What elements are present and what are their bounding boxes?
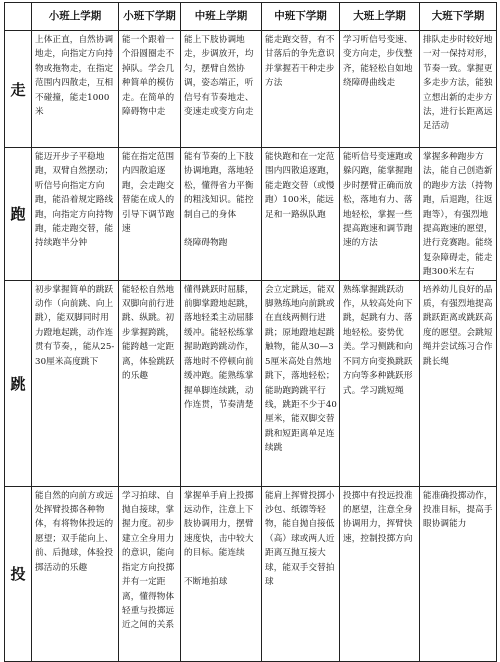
- table-cell: 掌握单手肩上投掷远动作，注意上下肢协调用力，摆臂速度快，击中较大的目标。能连续 不断地拍球: [181, 486, 262, 661]
- table-cell: 能上下肢协调地走，步调放开，均匀，摆臂自然协调，姿态端正，听信号有节奏地走、变速走或变方向走: [181, 31, 262, 148]
- table-row: [5, 280, 497, 486]
- motor-skill-table: [4, 2, 497, 662]
- table-cell: 熟练掌握跳跃动作，从较高处向下跳，起跳有力、落地轻松。姿势优美。学习侧跳和向不同方向变换跳跃方向等多种跳跃形式。学习跳短绳: [340, 280, 420, 486]
- curriculum-document: [4, 2, 496, 658]
- table-row: [5, 31, 497, 148]
- table-cell: 能听信号变速跑或躲闪跑，能掌握跑步时摆臂正确而放松，落地有力、落地轻松，掌握一些提高跑速和调节跑速的方法: [340, 148, 420, 281]
- section-label: 投: [5, 486, 32, 661]
- table-cell: 懂得跳跃时屈膝，前脚掌蹬地起跳，落地轻柔主动屈膝缓冲。能轻松练掌握助跑跨跳动作，落地时不停顿向前缓冲跑。能熟练掌握单脚连续跳，动作连贯，节奏清楚: [181, 280, 262, 486]
- table-cell: 学习拍球、自抛自接球，掌握力度。初步建立全身用力的意识，能向指定方向投掷并有一定距离，懂得物体轻重与投掷远近之间的关系: [119, 486, 181, 661]
- table-cell: 能迈开步子平稳地跑，双臂自然摆动；听信号向指定方向跑，能沿着规定路线跑，向指定方向持物跑，能走跑交替，能持续跑半分钟: [32, 148, 119, 281]
- table-cell: 排队走步时较好地一对一保持对形，节奏一致。掌握更多走步方法，能独立想出新的走步方法，进行长距离远足活动: [420, 31, 497, 148]
- table-cell: 能在指定范围内四散追逐跑，会走跑交替能在成人的引导下调节跑速: [119, 148, 181, 281]
- table-row: [5, 148, 497, 281]
- table-cell: 能一个跟着一个沿圆圈走不掉队。学会几种简单的模仿走。在简单的障碍物中走: [119, 31, 181, 148]
- table-cell: 能准确投掷动作，投准目标，提高手眼协调能力: [420, 486, 497, 661]
- table-cell: 培养幼儿良好的品质，有强烈地提高跳跃距离或跳跃高度的愿望。会跳短绳并尝试练习合作跳长绳: [420, 280, 497, 486]
- header-row: [5, 3, 497, 31]
- header-cell: 中班上学期: [181, 3, 262, 31]
- corner-cell: [5, 3, 32, 31]
- header-cell: 中班下学期: [262, 3, 340, 31]
- section-label: 走: [5, 31, 32, 148]
- section-label: 跑: [5, 148, 32, 281]
- table-cell: 初步掌握简单的跳跃动作（向前跳、向上跳），能双脚同时用力蹬地起跳，动作连贯有节奏，，能从25-30厘米高度跳下: [32, 280, 119, 486]
- table-row: [5, 486, 497, 661]
- table-cell: 会立定跳远，能双脚熟练地向前跳或在直线两侧行进跳；原地蹬地起跳触物，能从30—35厘米高处自然地跳下，落地轻松；能助跑跨跳平行线，跳距不少于40厘米，能双脚交替跳和短距离单足连续跳: [262, 280, 340, 486]
- table-cell: 掌握多种跑步方法，能自己创造新的跑步方法（持物跑，后退跑，往返跑等），有强烈地提高跑速的愿望，进行竞赛跑。能绕复杂障碍走，能走跑300米左右: [420, 148, 497, 281]
- header-cell: 大班下学期: [420, 3, 497, 31]
- header-cell: 小班上学期: [32, 3, 119, 31]
- table-cell: 能走跑交替，有不甘落后的争先意识并掌握若干种走步方法: [262, 31, 340, 148]
- table-cell: 上体正直，自然协调地走，向指定方向持物或拖物走，在指定范围内四散走，互相不碰撞，能走1000米: [32, 31, 119, 148]
- table-cell: 能自然的向前方或远处挥臂投掷各种物体，有将物体投远的愿望；双手能向上、前、后抛球，体验投掷活动的乐趣: [32, 486, 119, 661]
- table-cell: 能有节奏的上下肢协调地跑，落地轻松，懂得省力平衡的粗浅知识。能控制自己的身体 绕障碍物跑: [181, 148, 262, 281]
- table-cell: 学习听信号变速、变方向走，步伐整齐，能轻松自如地绕障碍曲线走: [340, 31, 420, 148]
- section-label: 跳: [5, 280, 32, 486]
- table-cell: 能快跑和在一定范围内四散追逐跑，能走跑交替（或慢跑）100米，能远足和一路纵队跑: [262, 148, 340, 281]
- table-cell: 能轻松自然地双脚向前行进跳、纵跳。初步掌握跨跳，能跨越一定距离，体验跳跃的乐趣: [119, 280, 181, 486]
- header-cell: 大班上学期: [340, 3, 420, 31]
- table-cell: 投掷中有投远投准的愿望，注意全身协调用力，挥臂快速，控制投掷方向: [340, 486, 420, 661]
- header-cell: 小班下学期: [119, 3, 181, 31]
- table-cell: 能肩上挥臂投掷小沙包、纸镖等轻物，能自抛自接低（高）球或两人近距离互抛互接大球，能双手交替拍球: [262, 486, 340, 661]
